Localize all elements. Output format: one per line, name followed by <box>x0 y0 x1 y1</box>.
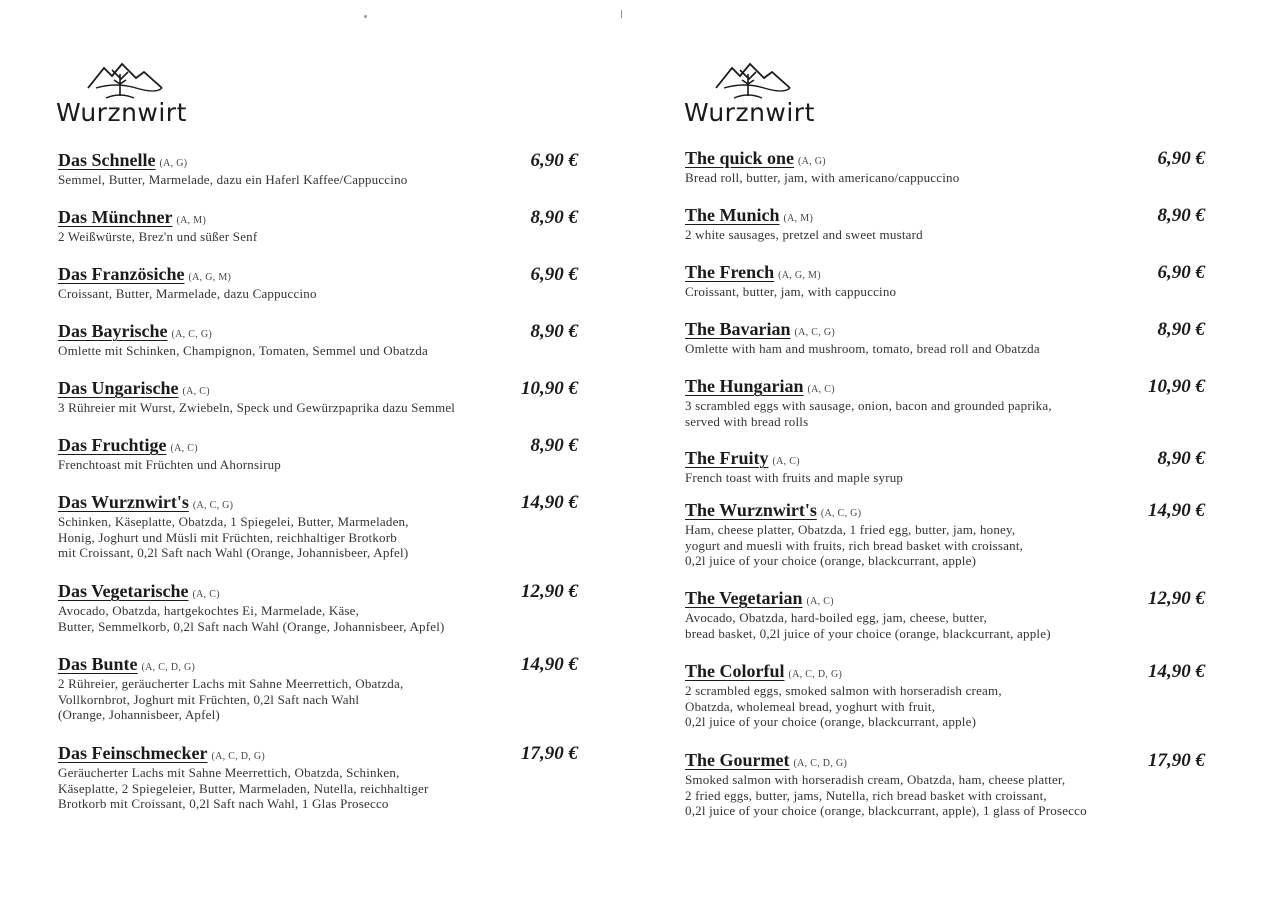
menu-item-allergens: (A, C, D, G) <box>141 662 196 673</box>
menu-item <box>58 150 578 188</box>
menu-item-price: 6,90 € <box>530 150 578 171</box>
menu-item-description: Frenchtoast mit Früchten und Ahornsirup <box>58 457 281 472</box>
menu-item <box>58 207 578 245</box>
menu-item-description: Schinken, Käseplatte, Obatzda, 1 Spiegelei, Butter, Marmeladen, Honig, Joghurt und Müsli mit Früchten, reichhaltiger Brotkorb mit Croissant, 0,2l Saft nach Wahl (Orange, Johannisbeer, Apfel) <box>58 514 409 560</box>
menu-item-header <box>685 750 1205 772</box>
menu-item-description: 2 Weißwürste, Brez'n und süßer Senf <box>58 229 258 244</box>
menu-page-english <box>630 0 1250 897</box>
mountain-tree-icon <box>714 58 794 100</box>
menu-item-header <box>685 205 1205 227</box>
menu-item-description: Semmel, Butter, Marmelade, dazu ein Haferl Kaffee/Cappuccino <box>58 172 408 187</box>
menu-item-header <box>685 500 1205 522</box>
menu-item-price: 8,90 € <box>530 321 578 342</box>
menu-item-name: Das Vegetarische <box>58 581 189 601</box>
menu-item-header <box>58 654 578 676</box>
menu-item-name: The French <box>685 262 775 282</box>
menu-item-header <box>58 321 578 343</box>
menu-item-allergens: (A, C, D, G) <box>793 758 848 769</box>
mountain-tree-icon <box>86 58 166 100</box>
brand-name: Wurznwirt <box>684 98 815 127</box>
menu-item-allergens: (A, M) <box>176 215 207 226</box>
menu-item <box>58 378 578 416</box>
menu-item <box>685 661 1205 730</box>
menu-item-header <box>685 319 1205 341</box>
menu-item <box>58 743 578 812</box>
menu-item-price: 6,90 € <box>530 264 578 285</box>
menu-item-description: Croissant, butter, jam, with cappuccino <box>685 284 897 299</box>
brand-name: Wurznwirt <box>56 98 187 127</box>
menu-item-header <box>58 492 578 514</box>
menu-item-allergens: (A, C, G) <box>820 508 862 519</box>
menu-item-description: Ham, cheese platter, Obatzda, 1 fried egg, butter, jam, honey, yogurt and muesli with fruits, rich bread basket with croissant, 0,2l juice of your choice (orange, blackcurrant, apple) <box>685 522 1024 568</box>
menu-item-price: 8,90 € <box>1157 319 1205 340</box>
menu-item-description: 2 Rühreier, geräucherter Lachs mit Sahne Meerrettich, Obatzda, Vollkornbrot, Joghurt mit Früchten, 0,2l Saft nach Wahl (Orange, Johannisbeer, Apfel) <box>58 676 404 722</box>
menu-item-description: Avocado, Obatzda, hartgekochtes Ei, Marmelade, Käse, Butter, Semmelkorb, 0,2l Saft nach Wahl (Orange, Johannisbeer, Apfel) <box>58 603 445 634</box>
menu-item-name: The Wurznwirt's <box>685 500 817 520</box>
menu-item-price: 12,90 € <box>1148 588 1205 609</box>
menu-item-header <box>685 448 1205 470</box>
menu-item-name: The Munich <box>685 205 780 225</box>
menu-item-name: Das Wurznwirt's <box>58 492 189 512</box>
menu-item <box>685 588 1205 641</box>
menu-item-price: 14,90 € <box>1148 661 1205 682</box>
menu-item-header <box>58 743 578 765</box>
menu-item <box>685 376 1205 429</box>
menu-item <box>58 654 578 723</box>
menu-item <box>685 262 1205 300</box>
menu-item <box>685 148 1205 186</box>
menu-item <box>58 492 578 561</box>
menu-item-header <box>685 148 1205 170</box>
menu-item-allergens: (A, C) <box>806 596 834 607</box>
menu-item <box>58 435 578 473</box>
menu-item-price: 17,90 € <box>1148 750 1205 771</box>
menu-item-price: 8,90 € <box>1157 448 1205 469</box>
menu-item <box>685 448 1205 486</box>
menu-item-description: 3 scrambled eggs with sausage, onion, bacon and grounded paprika, served with bread rolls <box>685 398 1052 429</box>
menu-item-name: Das Französiche <box>58 264 185 284</box>
menu-item <box>58 321 578 359</box>
menu-item-description: Omlette with ham and mushroom, tomato, bread roll and Obatzda <box>685 341 1040 356</box>
brand-logo <box>684 58 824 133</box>
menu-item-price: 14,90 € <box>521 492 578 513</box>
menu-item-header <box>58 264 578 286</box>
menu-item <box>58 581 578 634</box>
menu-item-header <box>58 207 578 229</box>
menu-item-name: The Fruity <box>685 448 769 468</box>
menu-item-price: 8,90 € <box>530 207 578 228</box>
menu-item-header <box>685 661 1205 683</box>
menu-item-name: Das Ungarische <box>58 378 179 398</box>
menu-item-allergens: (A, C) <box>772 456 800 467</box>
menu-item-price: 14,90 € <box>1148 500 1205 521</box>
menu-item-description: Smoked salmon with horseradish cream, Obatzda, ham, cheese platter, 2 fried eggs, butter, jams, Nutella, rich bread basket with croissant, 0,2l juice of your choice (orange, blackcurrant, apple), 1 glass of Prosecco <box>685 772 1087 818</box>
brand-logo <box>56 58 196 133</box>
menu-item-price: 8,90 € <box>1157 205 1205 226</box>
menu-item-description: 3 Rühreier mit Wurst, Zwiebeln, Speck und Gewürzpaprika dazu Semmel <box>58 400 456 415</box>
menu-item-price: 10,90 € <box>521 378 578 399</box>
menu-item-name: The Hungarian <box>685 376 804 396</box>
menu-item-description: French toast with fruits and maple syrup <box>685 470 904 485</box>
menu-item-name: Das Bunte <box>58 654 138 674</box>
menu-item-price: 6,90 € <box>1157 262 1205 283</box>
menu-item-name: The Gourmet <box>685 750 790 770</box>
scan-speck <box>621 10 622 18</box>
menu-item-description: Bread roll, butter, jam, with americano/cappuccino <box>685 170 960 185</box>
menu-item-name: The Bavarian <box>685 319 791 339</box>
menu-item-header <box>58 581 578 603</box>
menu-item-name: The quick one <box>685 148 795 168</box>
menu-item-allergens: (A, G, M) <box>188 272 232 283</box>
menu-item-price: 12,90 € <box>521 581 578 602</box>
menu-item-allergens: (A, C) <box>807 384 835 395</box>
menu-item-name: Das Bayrische <box>58 321 168 341</box>
menu-item <box>685 205 1205 243</box>
menu-item <box>685 319 1205 357</box>
menu-item-allergens: (A, C) <box>182 386 210 397</box>
menu-item <box>685 750 1205 819</box>
menu-item <box>58 264 578 302</box>
menu-item-name: Das Schnelle <box>58 150 156 170</box>
menu-item-price: 10,90 € <box>1148 376 1205 397</box>
menu-item-name: Das Münchner <box>58 207 173 227</box>
menu-item-header <box>58 150 578 172</box>
menu-item-name: Das Feinschmecker <box>58 743 208 763</box>
menu-item-description: Avocado, Obatzda, hard-boiled egg, jam, cheese, butter, bread basket, 0,2l juice of your choice (orange, blackcurrant, apple) <box>685 610 1051 641</box>
menu-item <box>685 500 1205 569</box>
menu-item-allergens: (A, C, D, G) <box>211 751 266 762</box>
menu-item-price: 8,90 € <box>530 435 578 456</box>
menu-page-german <box>0 0 620 897</box>
menu-item-allergens: (A, G, M) <box>778 270 821 281</box>
menu-item-header <box>685 588 1205 610</box>
menu-item-allergens: (A, C) <box>170 443 198 454</box>
menu-item-name: Das Fruchtige <box>58 435 167 455</box>
menu-item-description: Geräucherter Lachs mit Sahne Meerrettich, Obatzda, Schinken, Käseplatte, 2 Spiegeleier, Butter, Marmeladen, Nutella, reichhaltiger Brotkorb mit Croissant, 0,2l Saft nach Wahl, 1 Glas Prosecco <box>58 765 429 811</box>
menu-item-description: Croissant, Butter, Marmelade, dazu Cappuccino <box>58 286 317 301</box>
menu-item-description: 2 white sausages, pretzel and sweet mustard <box>685 227 923 242</box>
menu-item-allergens: (A, C, G) <box>171 329 212 340</box>
menu-item-price: 14,90 € <box>521 654 578 675</box>
menu-item-price: 6,90 € <box>1157 148 1205 169</box>
menu-item-allergens: (A, G) <box>159 158 188 169</box>
menu-item-description: Omlette mit Schinken, Champignon, Tomaten, Semmel und Obatzda <box>58 343 428 358</box>
menu-item-header <box>58 378 578 400</box>
menu-item-allergens: (A, C, G) <box>192 500 234 511</box>
menu-item-price: 17,90 € <box>521 743 578 764</box>
menu-item-header <box>58 435 578 457</box>
menu-item-description: 2 scrambled eggs, smoked salmon with horseradish cream, Obatzda, wholemeal bread, yoghurt with fruit, 0,2l juice of your choice (orange, blackcurrant, apple) <box>685 683 1002 729</box>
menu-item-allergens: (A, G) <box>798 156 826 167</box>
menu-item-name: The Vegetarian <box>685 588 803 608</box>
menu-item-allergens: (A, C, D, G) <box>788 669 843 680</box>
menu-item-name: The Colorful <box>685 661 785 681</box>
menu-item-allergens: (A, C) <box>192 589 220 600</box>
menu-item-allergens: (A, C, G) <box>794 327 835 338</box>
menu-item-header <box>685 376 1205 398</box>
menu-item-header <box>685 262 1205 284</box>
menu-item-allergens: (A, M) <box>783 213 814 224</box>
